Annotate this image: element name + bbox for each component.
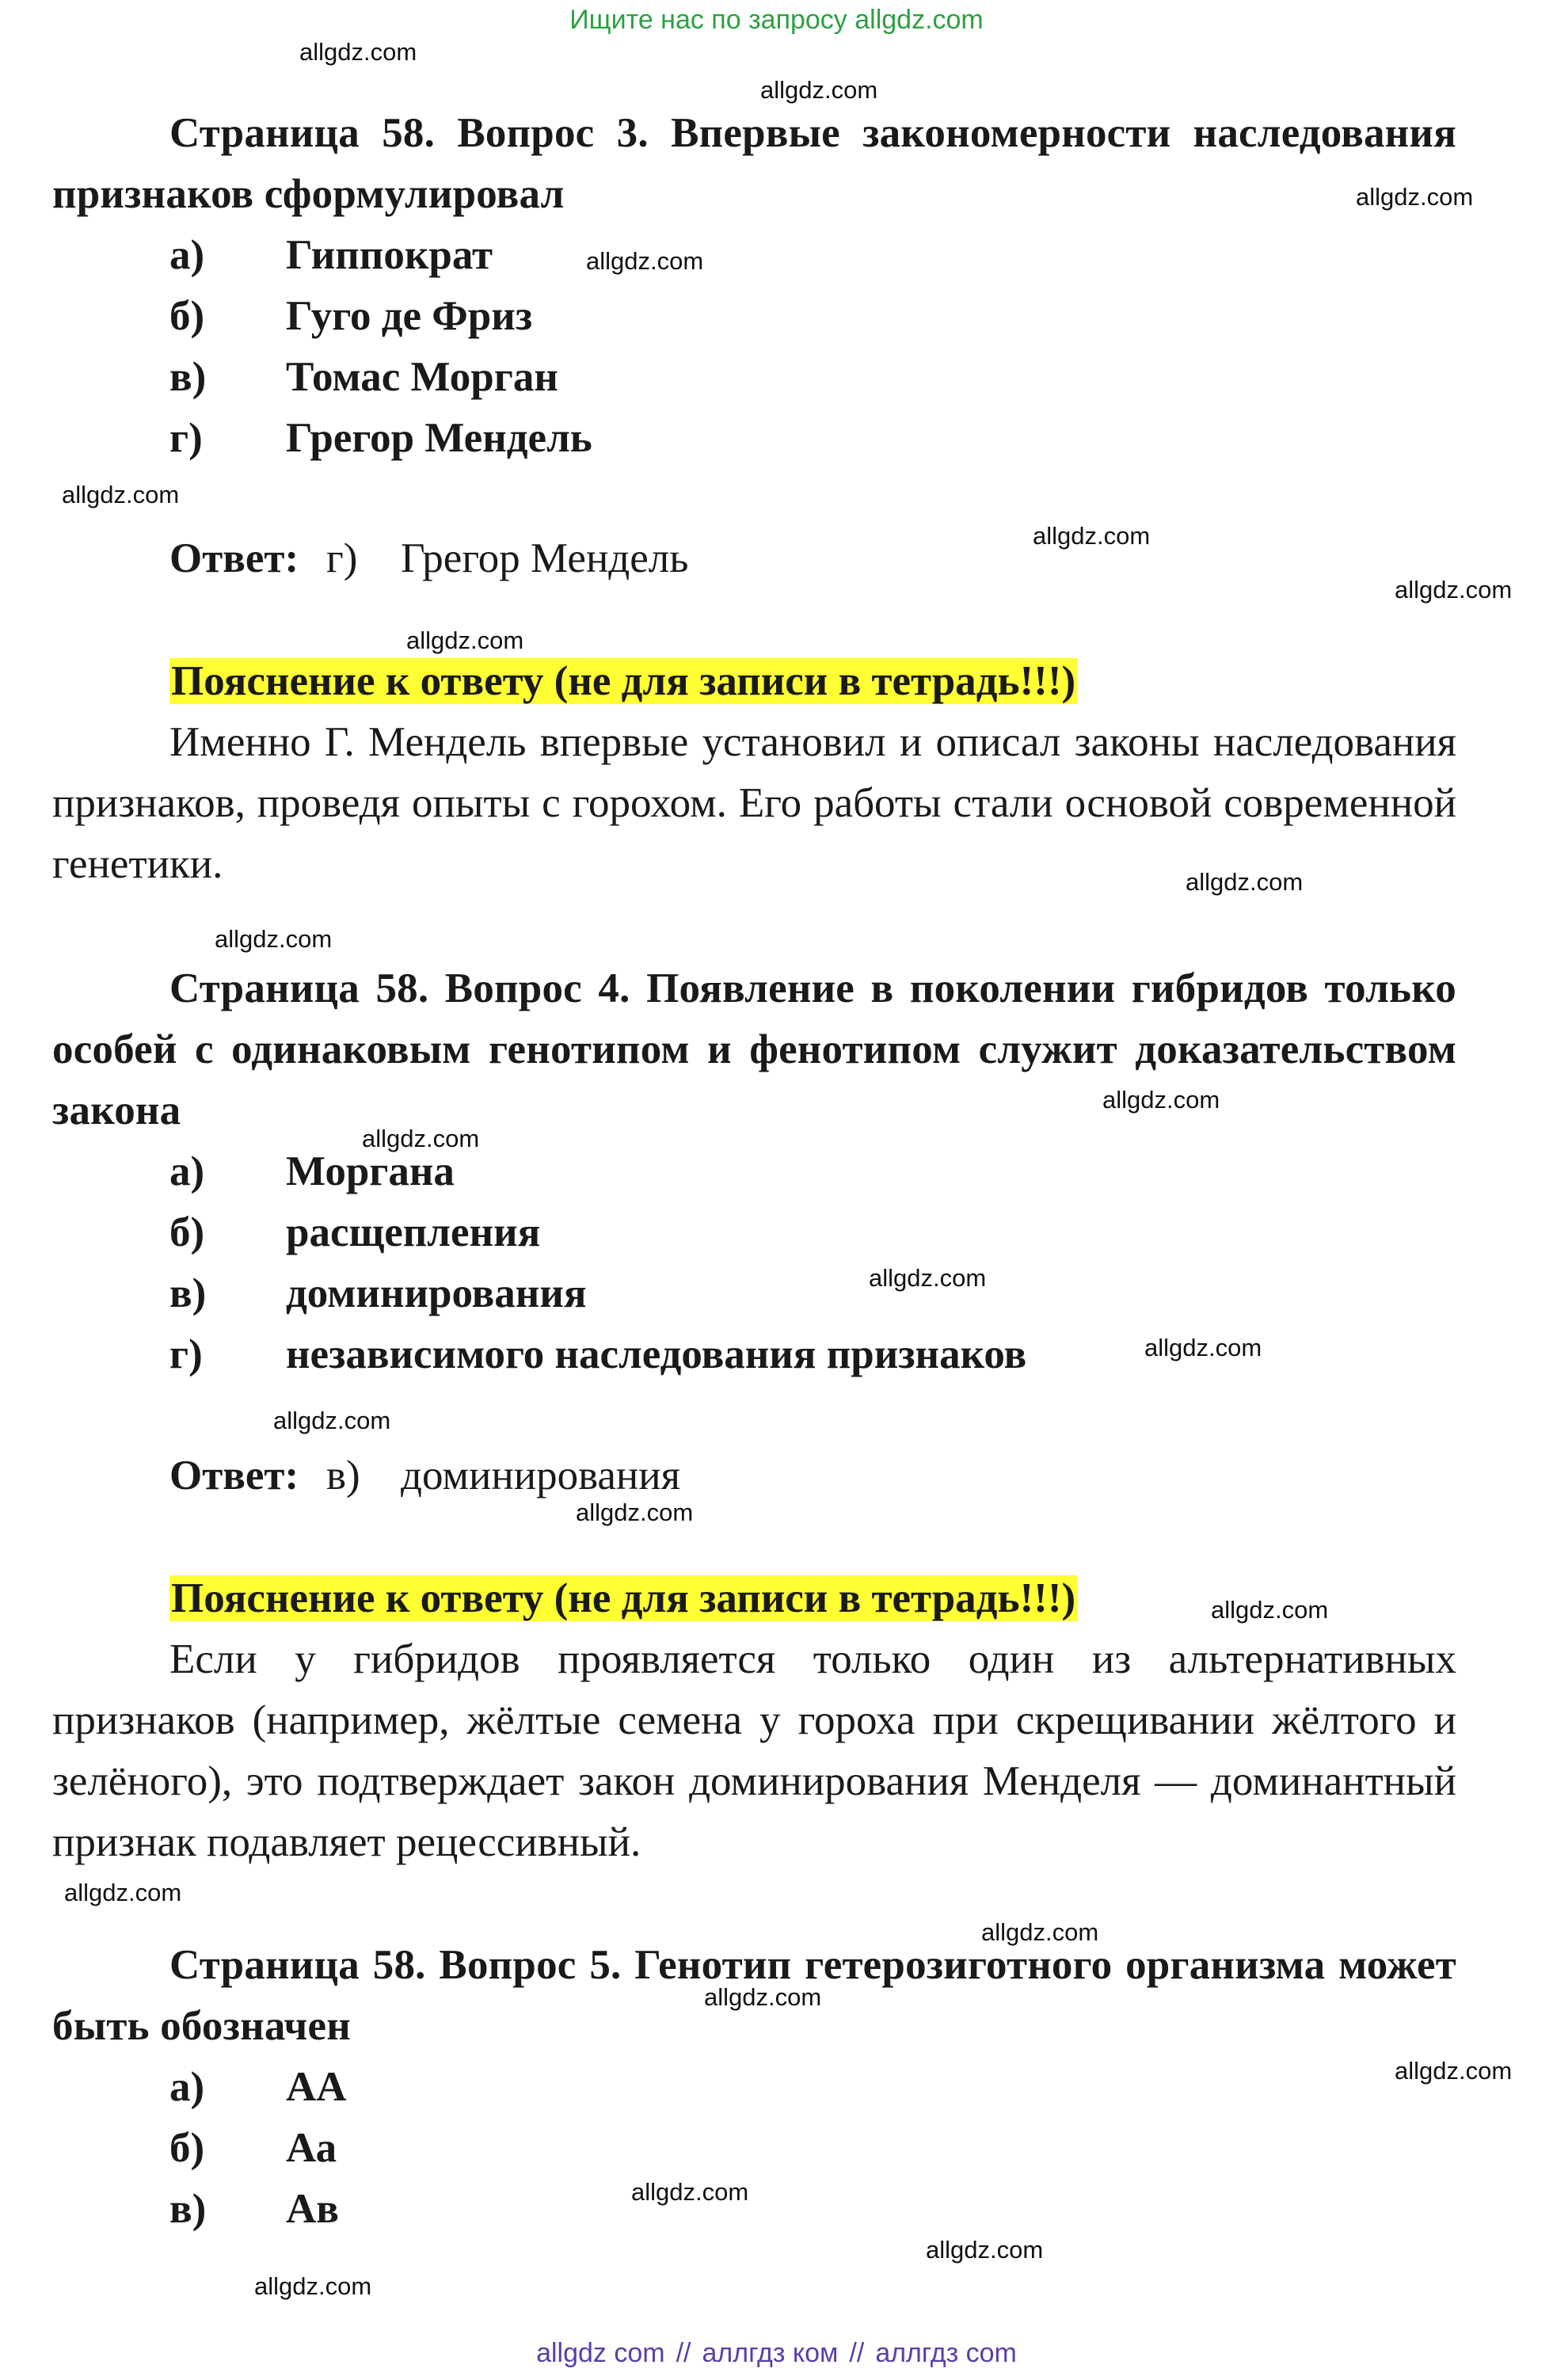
option-text: Гиппократ xyxy=(286,232,493,278)
option-c xyxy=(52,1263,1456,1324)
option-text: Аа xyxy=(286,2125,337,2171)
watermark: allgdz.com xyxy=(1102,1086,1220,1114)
option-text: Томас Морган xyxy=(286,354,558,400)
option-letter: г) xyxy=(169,415,203,461)
watermark: allgdz.com xyxy=(406,626,524,654)
answer-label: Ответ: xyxy=(169,535,299,581)
option-text: Моргана xyxy=(286,1148,455,1194)
option-text: АА xyxy=(286,2064,347,2110)
watermark: allgdz.com xyxy=(1356,183,1474,211)
watermark: allgdz.com xyxy=(704,1983,822,2011)
option-text: Грегор Мендель xyxy=(286,415,592,461)
explanation-title-highlight: Пояснение к ответу (не для записи в тетрадь!!!) xyxy=(171,1575,1076,1621)
answer-line xyxy=(52,528,1456,589)
watermark: allgdz.com xyxy=(981,1918,1099,1946)
watermark: allgdz.com xyxy=(1144,1334,1262,1361)
option-d xyxy=(52,408,1456,469)
question-5-heading: Страница 58. Вопрос 5. xyxy=(169,1942,622,1988)
answer-letter: в) xyxy=(326,1453,360,1498)
watermark: allgdz.com xyxy=(1395,2057,1513,2085)
watermark: allgdz.com xyxy=(254,2272,372,2300)
watermark: allgdz.com xyxy=(1395,576,1513,604)
footer-link-2[interactable]: аллгдз ком xyxy=(702,2338,839,2368)
question-4 xyxy=(52,958,1456,1385)
footer-separator: // xyxy=(676,2338,691,2368)
watermark: allgdz.com xyxy=(631,2178,749,2206)
footer-link-1[interactable]: allgdz com xyxy=(536,2338,665,2368)
watermark: allgdz.com xyxy=(273,1407,391,1434)
option-text: доминирования xyxy=(286,1270,587,1316)
watermark: allgdz.com xyxy=(299,38,417,66)
watermark: allgdz.com xyxy=(62,481,180,508)
watermark: allgdz.com xyxy=(1186,868,1304,896)
answer-line xyxy=(52,1445,1456,1506)
question-4-body: Появление в поколении гибридов только особей с одинаковым генотипом и фенотипом служит доказательством закона xyxy=(52,965,1456,1133)
watermark: allgdz.com xyxy=(760,76,878,104)
watermark: allgdz.com xyxy=(1033,522,1151,550)
answer-letter: г) xyxy=(326,535,358,581)
option-text: расщепления xyxy=(286,1209,541,1255)
option-c xyxy=(52,347,1456,408)
option-letter: в) xyxy=(169,1270,207,1316)
question-3-body: Впервые закономерности наследования признаков сформулировал xyxy=(52,110,1456,217)
watermark: allgdz.com xyxy=(869,1264,987,1292)
option-text: Ав xyxy=(286,2186,339,2232)
option-text: Гуго де Фриз xyxy=(286,293,533,339)
top-banner[interactable]: Ищите нас по запросу allgdz.com xyxy=(569,5,984,35)
explanation-3 xyxy=(52,651,1456,895)
footer-links xyxy=(0,2338,1553,2369)
option-b xyxy=(52,286,1456,347)
answer-text: доминирования xyxy=(401,1453,681,1498)
question-3-text xyxy=(52,103,1456,225)
option-letter: а) xyxy=(169,2064,205,2110)
footer-separator: // xyxy=(849,2338,865,2368)
watermark: allgdz.com xyxy=(64,1879,182,1906)
watermark: allgdz.com xyxy=(576,1498,694,1526)
option-letter: б) xyxy=(169,2125,205,2171)
option-b xyxy=(52,2118,1456,2179)
question-4-heading: Страница 58. Вопрос 4. xyxy=(169,965,630,1011)
answer-label: Ответ: xyxy=(169,1453,299,1498)
explanation-text: Если у гибридов проявляется только один из альтернативных признаков (например, жёлтые семена у гороха при скрещивании жёлтого и зелёного), это подтверждает закон доминирования Менделя — доминантный признак подавляет рецессивный. xyxy=(52,1636,1456,1865)
watermark: allgdz.com xyxy=(586,247,704,275)
option-a xyxy=(52,1141,1456,1202)
explanation-title-highlight: Пояснение к ответу (не для записи в тетрадь!!!) xyxy=(171,658,1076,704)
option-letter: в) xyxy=(169,354,207,400)
explanation-title xyxy=(52,651,1456,712)
option-letter: а) xyxy=(169,1148,205,1194)
question-4-text xyxy=(52,958,1456,1141)
option-letter: б) xyxy=(169,1209,205,1255)
explanation-text: Именно Г. Мендель впервые установил и описал законы наследования признаков, проведя опыты с горохом. Его работы стали основой современной генетики. xyxy=(52,719,1456,887)
watermark: allgdz.com xyxy=(926,2236,1044,2264)
option-text: независимого наследования признаков xyxy=(286,1331,1027,1377)
question-5 xyxy=(52,1935,1456,2240)
answer-3 xyxy=(52,528,1456,589)
option-letter: г) xyxy=(169,1331,203,1377)
question-3-heading: Страница 58. Вопрос 3. xyxy=(169,110,649,156)
watermark: allgdz.com xyxy=(362,1125,480,1152)
option-letter: а) xyxy=(169,232,205,278)
question-3 xyxy=(52,103,1456,469)
watermark: allgdz.com xyxy=(215,925,333,953)
option-letter: б) xyxy=(169,293,205,339)
option-a xyxy=(52,2057,1456,2118)
option-b xyxy=(52,1202,1456,1263)
option-letter: в) xyxy=(169,2186,207,2232)
watermark: allgdz.com xyxy=(1211,1596,1329,1624)
footer-link-3[interactable]: аллгдз com xyxy=(875,2338,1017,2368)
option-c xyxy=(52,2179,1456,2240)
answer-text: Грегор Мендель xyxy=(401,535,689,581)
question-5-body: Генотип гетерозиготного организма может быть обозначен xyxy=(52,1942,1456,2049)
option-a xyxy=(52,225,1456,286)
answer-4 xyxy=(52,1445,1456,1506)
